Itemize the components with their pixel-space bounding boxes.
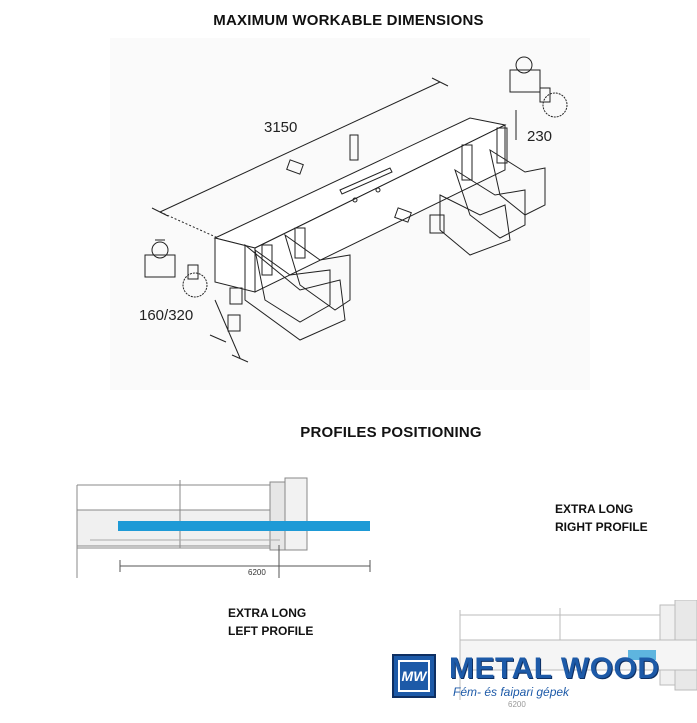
left-profile-label-line1: EXTRA LONG xyxy=(228,606,307,620)
profile-bar-upper xyxy=(118,521,370,531)
logo-name: METAL WOOD xyxy=(449,652,660,685)
machine-drawing xyxy=(105,35,595,395)
right-profile-label-line2: RIGHT PROFILE xyxy=(555,520,648,534)
right-profile-label-line1: EXTRA LONG xyxy=(555,502,634,516)
lower-profile-length: 6200 xyxy=(508,700,526,709)
right-profile-diagram xyxy=(72,470,382,580)
upper-profile-length: 6200 xyxy=(248,568,266,577)
logo-badge-text: MW xyxy=(398,660,430,692)
profiles-title: PROFILES POSITIONING xyxy=(300,424,482,441)
dimension-length: 3150 xyxy=(264,119,298,136)
dimensions-title: MAXIMUM WORKABLE DIMENSIONS xyxy=(213,12,484,29)
logo-badge xyxy=(392,654,436,698)
logo-tagline: Fém- és faipari gépek xyxy=(453,685,570,699)
dimension-height: 230 xyxy=(527,128,553,145)
left-profile-label-line2: LEFT PROFILE xyxy=(228,624,314,638)
dimension-width: 160/320 xyxy=(139,307,194,324)
